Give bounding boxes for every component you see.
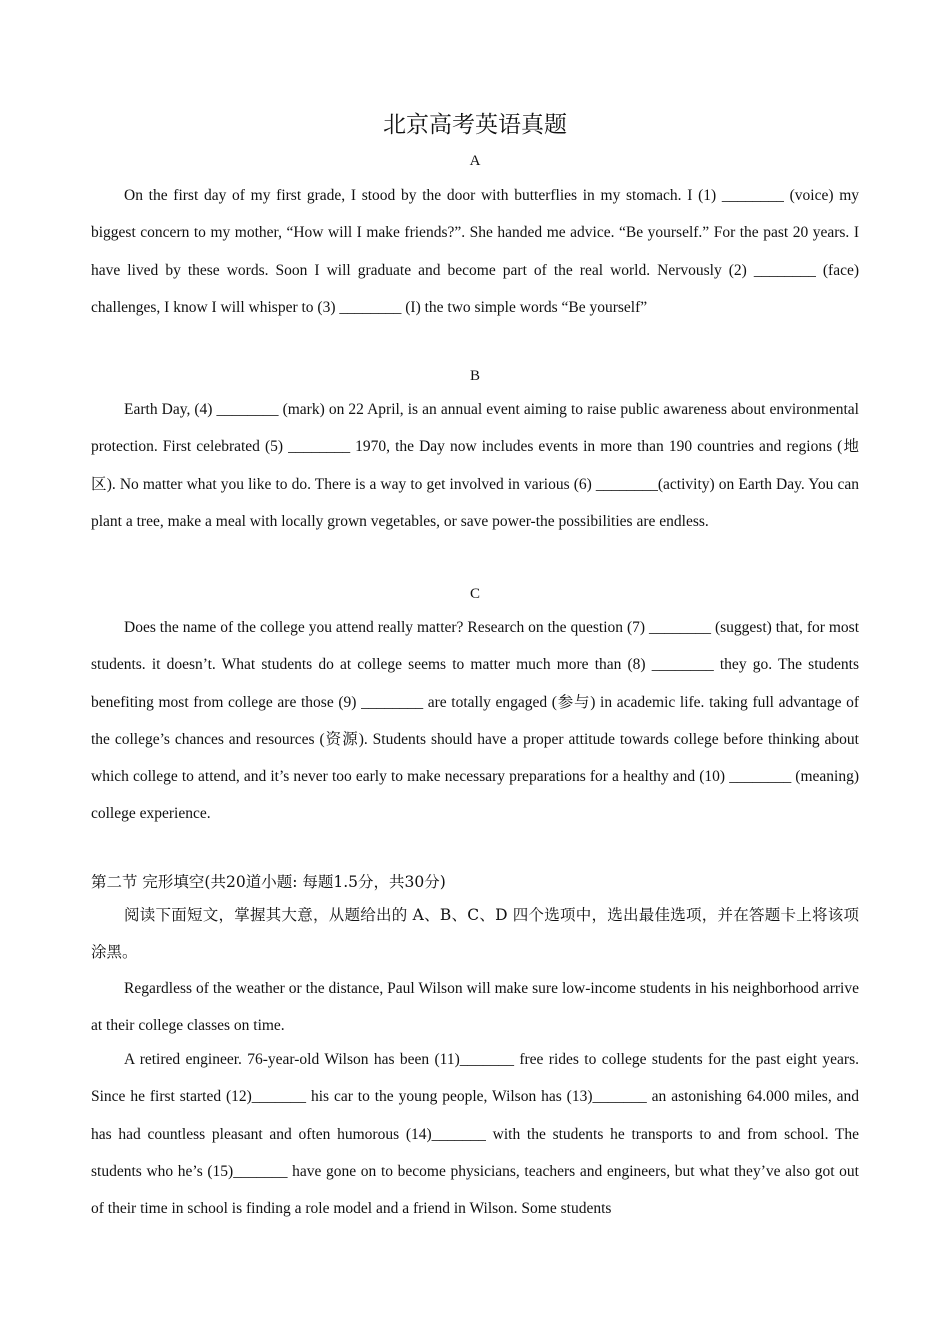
section-c-paragraph: Does the name of the college you attend really matter? Research on the question (7) ________ (suggest) that, for most students. it doesn’t. What students do at college seems to matter much more than (8) ________ they go. The students benefiting most from college are those (9) ________ are totally engaged (参与) in academic life. taking full advantage of the college’s chances and resources (资源). Students should have a proper attitude towards college before thinking about which college to attend, and it’s never too early to make necessary preparations for a healthy and (10) ________ (meaning) college experience. (91, 619, 859, 823)
section-b-paragraph: Earth Day, (4) ________ (mark) on 22 April, is an annual event aiming to raise public awareness about environmental protection. First celebrated (5) ________ 1970, the Day now includes events in more than 190 countries and regions (地区). No matter what you like to do. There is a way to get involved in various (6) ________(activity) on Earth Day. You can plant a tree, make a meal with locally grown vegetables, or save power-the possibilities are endless. (91, 401, 859, 530)
part-two-heading: 第二节 完形填空(共20道小题: 每题1.5分，共30分) (91, 873, 446, 891)
section-c-label: C (469, 586, 480, 602)
cloze-paragraph-1: Regardless of the weather or the distance, Paul Wilson will make sure low-income students in his neighborhood arrive at their college classes on time. (91, 980, 859, 1035)
cloze-paragraph-2: A retired engineer. 76-year-old Wilson has been (11)_______ free rides to college students for the past eight years. Since he first started (12)_______ his car to the young people, Wilson has (13)_______ an astonishing 64.000 miles, and has had countless pleasant and often humorous (14)_______ with the students he transports to and from school. The students who he’s (15)_______ have gone on to become physicians, teachers and engineers, but what they’ve also got out of their time in school is finding a role model and a friend in Wilson. Some students (91, 1051, 859, 1218)
section-a-label: A (469, 153, 481, 169)
page-title: 北京高考英语真题 (383, 112, 567, 138)
part-two-instruction: 阅读下面短文，掌握其大意，从题给出的 A、B、C、D 四个选项中，选出最佳选项，并在答题卡上将该项涂黑。 (91, 906, 859, 962)
section-a-paragraph: On the first day of my first grade, I stood by the door with butterflies in my stomach. I (1) ________ (voice) my biggest concern to my mother, “How will I make friends?”. She handed me advice. “Be yourself.” For the past 20 years. I have lived by these words. Soon I will graduate and become part of the real world. Nervously (2) ________ (face) challenges, I know I will whisper to (3) ________ (I) the two simple words “Be yourself” (91, 187, 859, 316)
section-b-label: B (469, 368, 480, 384)
